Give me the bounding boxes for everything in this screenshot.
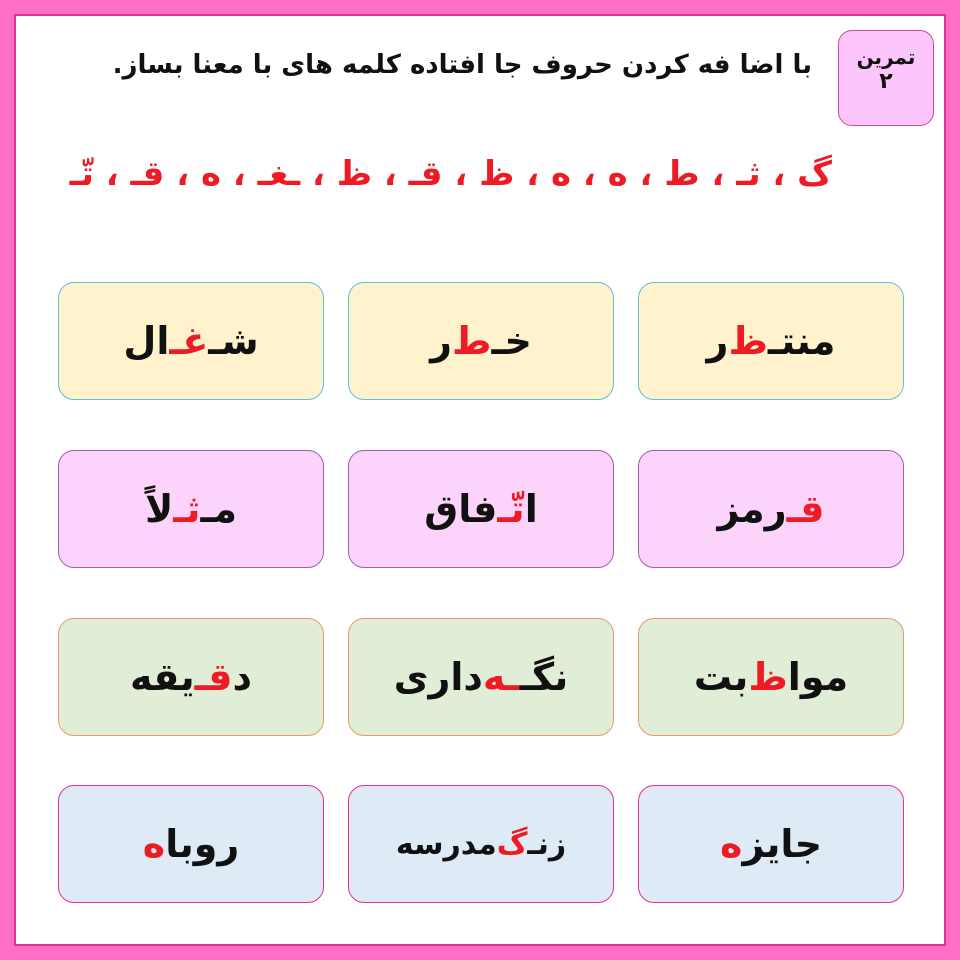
word-card [638,282,904,400]
word-part: زنـ [527,826,567,862]
word-part: ا [524,487,538,531]
word-part: روبا [165,822,240,866]
missing-letter: گ [496,826,528,862]
word-card [58,618,324,736]
missing-letter: تّـ [497,487,525,531]
missing-letter: ط [452,319,492,363]
missing-letters-list: گ ، ثـ ، ط ، ه ، ه ، ظ ، قـ ، ظ ، ـغـ ، ه ، قـ ، تّـ [69,154,832,194]
word-part: جایز [742,822,822,866]
word-card [638,618,904,736]
word-part: مدرسه [395,826,497,862]
word-card [348,618,614,736]
word-card [348,450,614,568]
word-part: فاق [424,487,498,531]
word-card [348,785,614,903]
instruction-text: با اضا فه کردن حروف جا افتاده کلمه های با معنا بساز. [112,50,812,80]
word-card [58,450,324,568]
missing-letter: ه [142,822,166,866]
word-card [58,785,324,903]
word-part: ر [706,319,729,363]
missing-letter: ظ [728,319,768,363]
word-part: داری [393,655,483,699]
missing-letter: قـ [194,655,233,699]
word-part: منتـ [767,319,836,363]
missing-letter: غـ [169,319,209,363]
exercise-label: تمرین [856,45,916,69]
exercise-number: ۲ [879,69,893,94]
word-part: ر [430,319,453,363]
word-part: خـ [491,319,532,363]
word-part: نگـ [518,655,569,699]
word-part: یقه [129,655,195,699]
word-card [638,785,904,903]
word-card [348,282,614,400]
missing-letter: ه [720,822,743,866]
worksheet-page [14,14,946,946]
missing-letter: ـه [482,655,519,699]
missing-letter: ظ [748,655,788,699]
missing-letter: قـ [786,487,825,531]
word-part: ال [123,319,170,363]
word-part: شـ [208,319,259,363]
word-part: د [232,655,253,699]
word-card [58,282,324,400]
word-part: لاً [144,487,174,531]
word-card [638,450,904,568]
word-part: بت [693,655,749,699]
word-part: مـ [200,487,238,531]
word-part: رمز [717,487,787,531]
word-part: موا [787,655,849,699]
exercise-badge [838,30,934,126]
missing-letter: ثـ [173,487,201,531]
